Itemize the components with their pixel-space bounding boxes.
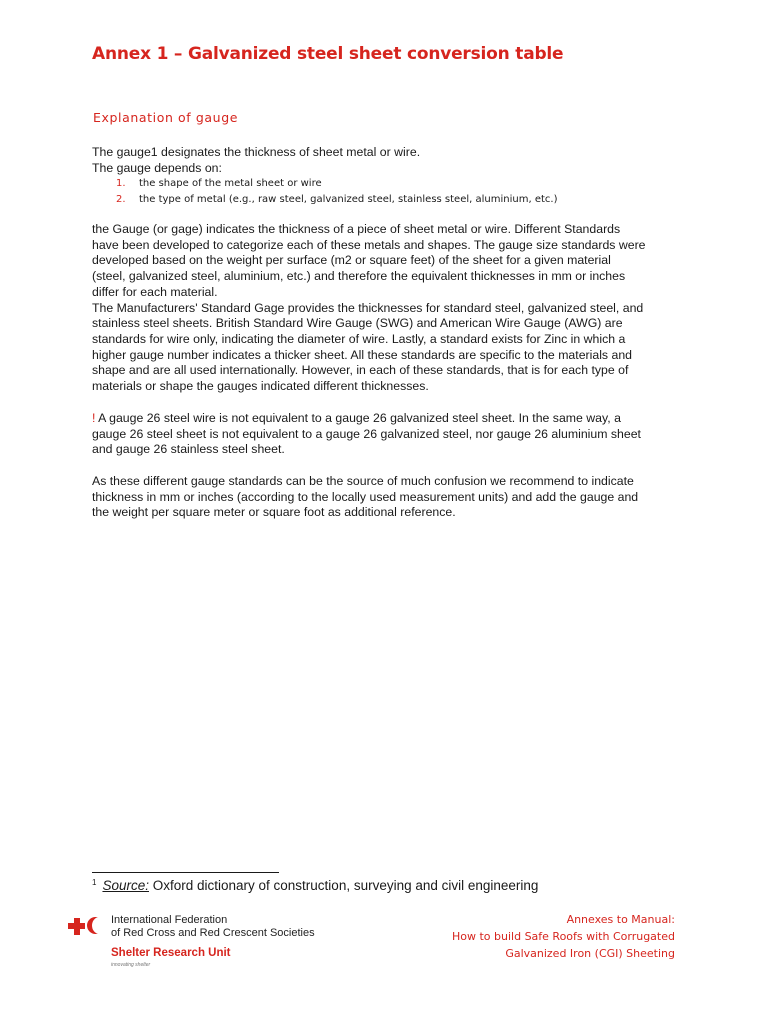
logo-tagline: innovating shelter	[111, 962, 151, 968]
intro-block	[92, 145, 680, 176]
list-number: 2.	[116, 193, 126, 205]
text-line: higher gauge number indicates a thicker sheet. All these standards are specific to the materials and	[92, 347, 633, 362]
text-line: developed based on the weight per surface (m2 or square feet) of the sheet for a given material	[92, 253, 611, 268]
list-text: the shape of the metal sheet or wire	[139, 178, 322, 189]
red-crescent-cutout	[92, 917, 107, 934]
recommendation-paragraph	[92, 474, 680, 521]
unit-name: Shelter Research Unit	[111, 947, 231, 959]
ifrc-logo	[66, 908, 326, 968]
text-line: gauge 26 steel sheet is not equivalent to a gauge 26 galvanized steel, nor gauge 26 aluminium sheet	[92, 426, 641, 441]
annex-ref-line: Annexes to Manual:	[566, 913, 675, 926]
text-line: materials or shape the gauges indicated different thicknesses.	[92, 379, 429, 394]
text-line: the Gauge (or gage) indicates the thickness of a piece of sheet metal or wire. Different Standards	[92, 222, 621, 236]
annex-ref-line: Galvanized Iron (CGI) Sheeting	[505, 947, 675, 960]
org-name-line1: International Federation	[111, 914, 228, 926]
text-line: stainless steel sheets. British Standard Wire Gauge (SWG) and American Wire Gauge (AWG) are	[92, 316, 623, 331]
list-text: the type of metal (e.g., raw steel, galvanized steel, stainless steel, aluminium, etc.)	[139, 193, 558, 205]
gauge-factors-list	[116, 176, 557, 207]
annex-reference	[452, 911, 675, 962]
text-line: thickness in mm or inches (according to the locally used measurement units) and add the gauge and	[92, 489, 639, 504]
footnote-text: Oxford dictionary of construction, surveying and civil engineering	[148, 878, 539, 893]
warning-mark: !	[92, 411, 96, 425]
text-line	[92, 411, 680, 427]
footnote-source-label: Source:	[102, 878, 149, 893]
text-line: The Manufacturers' Standard Gage provides the thicknesses for standard steel, galvanized steel, and	[92, 300, 644, 315]
text-line: the weight per square meter or square foot as additional reference.	[92, 505, 456, 520]
text-line: (steel, galvanized steel, aluminium, etc.) and therefore the equivalent thicknesses in mm or inches	[92, 269, 626, 284]
annex-ref-line: How to build Safe Roofs with Corrugated	[451, 930, 675, 943]
text-line: differ for each material.	[92, 284, 218, 299]
text-line: have been developed to categorize each of these metals and shapes. The gauge size standards were	[92, 237, 646, 252]
warning-text: A gauge 26 steel wire is not equivalent to a gauge 26 galvanized steel sheet. In the same way, a	[98, 411, 621, 425]
intro-line: The gauge1 designates the thickness of sheet metal or wire.	[92, 145, 421, 159]
footnote-divider	[92, 872, 279, 873]
text-line: standards for wire only, indicating the diameter of wire. Lastly, a standard exists for Zinc in which a	[92, 331, 626, 346]
text-line: and gauge 26 stainless steel sheet.	[92, 442, 285, 457]
gauge-explanation-paragraph	[92, 222, 680, 395]
page-title: Annex 1 – Galvanized steel sheet conversion table	[92, 44, 564, 64]
text-line: shape and are all used internationally. However, in each of these standards, that is for each type of	[92, 363, 629, 378]
list-item	[116, 192, 557, 208]
section-heading: Explanation of gauge	[93, 110, 239, 125]
list-number: 1.	[116, 178, 126, 189]
red-cross-icon-bar	[74, 918, 80, 935]
text-line: As these different gauge standards can be the source of much confusion we recommend to indicate	[92, 474, 634, 488]
intro-line: The gauge depends on:	[92, 160, 222, 175]
footnote	[92, 878, 538, 893]
list-item	[116, 176, 557, 192]
org-name-line2: of Red Cross and Red Crescent Societies	[111, 927, 315, 939]
warning-paragraph	[92, 411, 680, 458]
footnote-number: 1	[92, 878, 97, 887]
